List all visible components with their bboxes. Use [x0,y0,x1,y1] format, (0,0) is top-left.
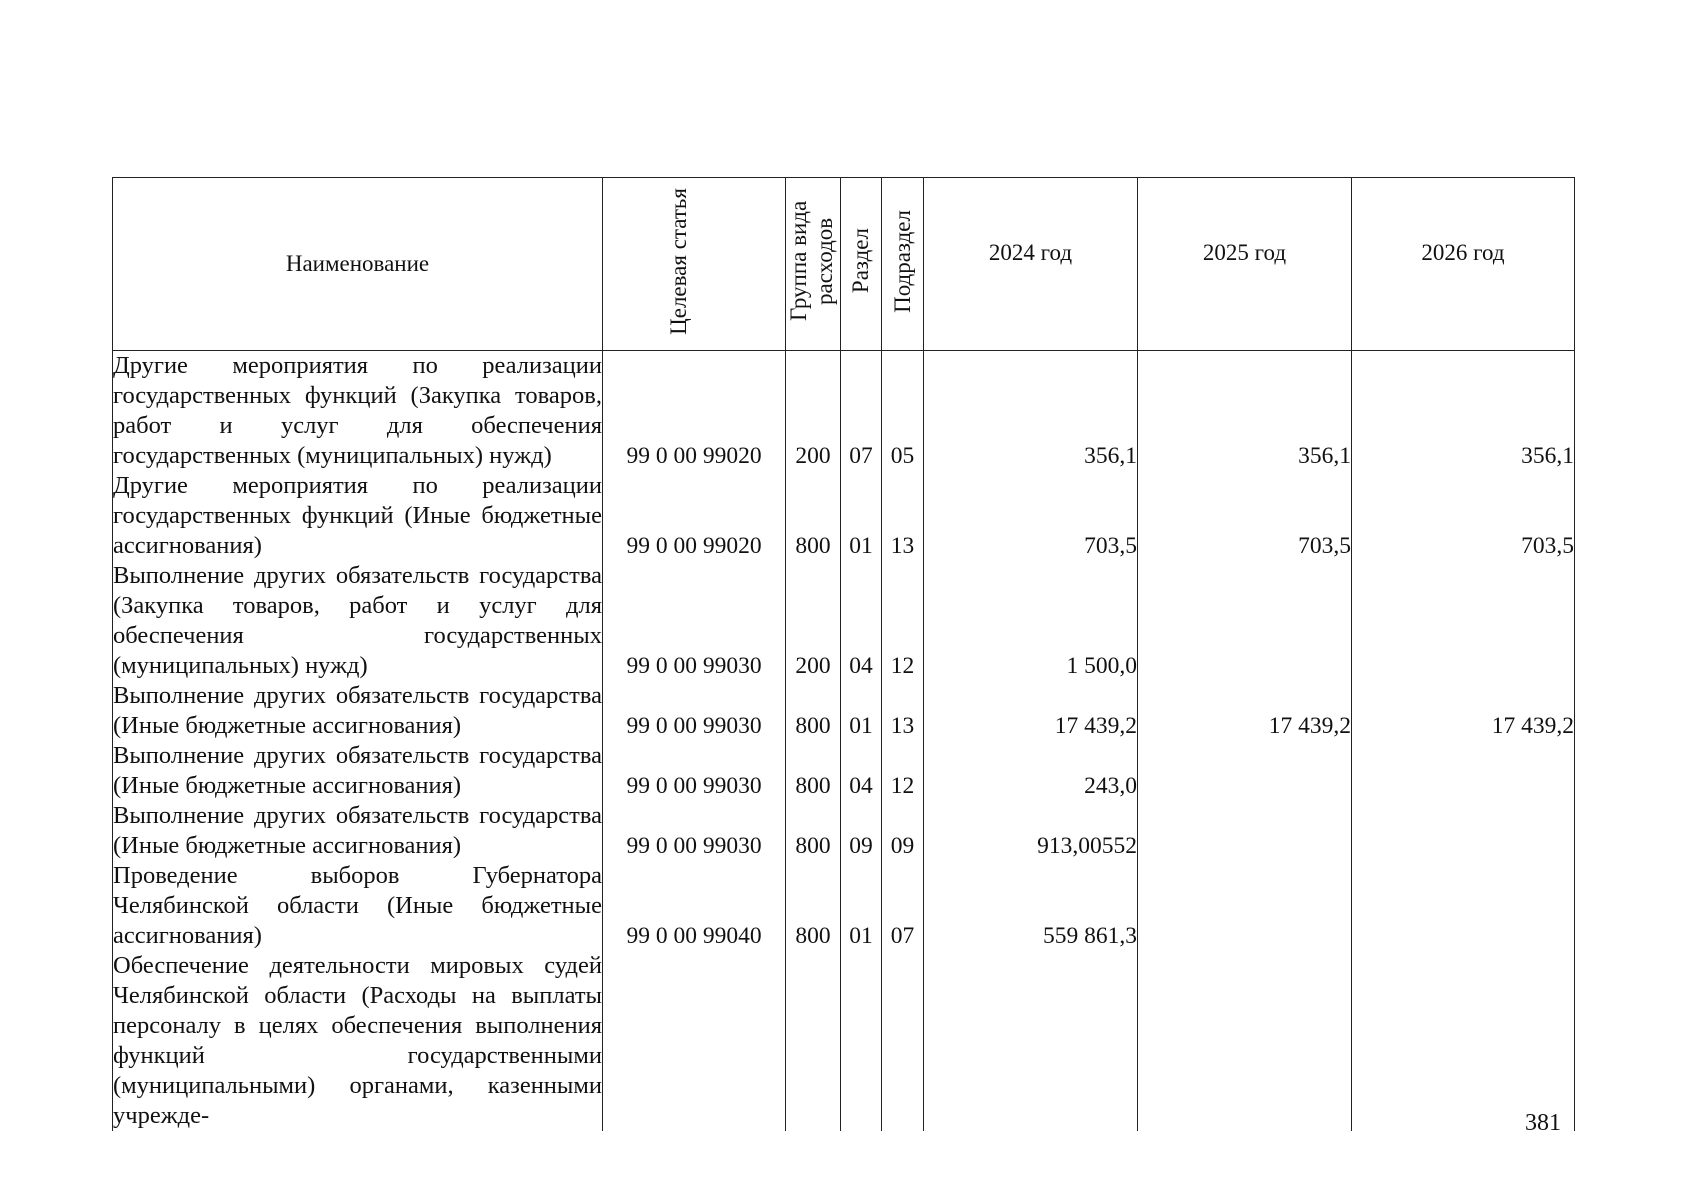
cell-2026: 703,5 [1352,471,1575,561]
cell-2026 [1352,861,1575,951]
cell-2026 [1352,801,1575,861]
cell-target-article: 99 0 00 99020 [603,351,786,472]
cell-section: 01 [841,861,882,951]
cell-target-article: 99 0 00 99030 [603,741,786,801]
cell-target-article: 99 0 00 99030 [603,681,786,741]
header-2024: 2024 год [924,178,1138,351]
cell-2024: 243,0 [924,741,1138,801]
table-row [113,861,1575,951]
cell-2025 [1138,951,1352,1131]
cell-name: Другие мероприятия по реализации государственных функций (Иные бюджетные ассигнования) [113,472,602,559]
cell-section: 04 [841,741,882,801]
header-name: Наименование [113,178,603,351]
table-row-cut [113,951,1575,1131]
cell-expense-group: 800 [786,471,841,561]
header-2026: 2026 год [1352,178,1575,351]
cell-subsection: 13 [882,681,924,741]
cell-expense-group: 200 [786,561,841,681]
cell-2026 [1352,951,1575,1131]
cell-name: Обеспечение деятельности мировых судей Челябинской области (Расходы на выплаты персоналу в целях обеспечения выполнения функций государственными (муниципальными) органами, казенными учрежде- [113,952,602,1129]
table-header-row [113,178,1575,351]
cell-section: 07 [841,351,882,472]
table-row [113,681,1575,741]
table-row [113,801,1575,861]
cell-2024 [924,951,1138,1131]
cell-target-article: 99 0 00 99030 [603,801,786,861]
cell-subsection: 13 [882,471,924,561]
cell-2026 [1352,561,1575,681]
cell-subsection: 07 [882,861,924,951]
cell-2024: 913,00552 [924,801,1138,861]
cell-subsection: 12 [882,561,924,681]
cell-expense-group: 800 [786,861,841,951]
cell-2025 [1138,561,1352,681]
cell-expense-group: 800 [786,741,841,801]
cell-2024: 559 861,3 [924,861,1138,951]
cell-2025: 703,5 [1138,471,1352,561]
budget-table [112,177,1575,1131]
cell-name: Проведение выборов Губернатора Челябинской области (Иные бюджетные ассигнования) [113,862,602,949]
page-number: 381 [1525,1110,1561,1136]
header-2025: 2025 год [1138,178,1352,351]
cell-target-article [603,951,786,1131]
cell-section [841,951,882,1131]
cell-subsection: 05 [882,351,924,472]
cell-2026: 356,1 [1352,351,1575,472]
cell-2025 [1138,861,1352,951]
cell-name: Выполнение других обязательств государства (Иные бюджетные ассигнования) [113,682,602,739]
cell-name: Выполнение других обязательств государства (Иные бюджетные ассигнования) [113,802,602,859]
cell-name: Выполнение других обязательств государства (Закупка товаров, работ и услуг для обеспечения государственных (муниципальных) нужд) [113,562,602,679]
table-row [113,561,1575,681]
cell-expense-group: 800 [786,681,841,741]
cell-subsection: 12 [882,741,924,801]
cell-2024: 703,5 [924,471,1138,561]
cell-section: 01 [841,681,882,741]
cell-2025 [1138,741,1352,801]
cell-2024: 17 439,2 [924,681,1138,741]
cell-expense-group: 200 [786,351,841,472]
header-target-article: Целевая статья [603,178,786,351]
cell-target-article: 99 0 00 99020 [603,471,786,561]
cell-2024: 356,1 [924,351,1138,472]
table-row [113,741,1575,801]
cell-name: Другие мероприятия по реализации государственных функций (Закупка товаров, работ и услуг для обеспечения государственных (муниципальных) нужд) [113,352,602,469]
cell-expense-group: 800 [786,801,841,861]
cell-2026 [1352,741,1575,801]
cell-2025: 356,1 [1138,351,1352,472]
cell-2025 [1138,801,1352,861]
cell-expense-group [786,951,841,1131]
cell-2025: 17 439,2 [1138,681,1352,741]
cell-name: Выполнение других обязательств государства (Иные бюджетные ассигнования) [113,742,602,799]
header-subsection: Подраздел [882,178,924,351]
cell-section: 01 [841,471,882,561]
header-section: Раздел [841,178,882,351]
cell-target-article: 99 0 00 99030 [603,561,786,681]
cell-target-article: 99 0 00 99040 [603,861,786,951]
cell-2026: 17 439,2 [1352,681,1575,741]
cell-section: 04 [841,561,882,681]
cell-subsection: 09 [882,801,924,861]
table-row [113,471,1575,561]
cell-2024: 1 500,0 [924,561,1138,681]
cell-section: 09 [841,801,882,861]
cell-subsection [882,951,924,1131]
header-expense-group: Группа вида расходов [786,178,841,351]
table-row [113,351,1575,472]
